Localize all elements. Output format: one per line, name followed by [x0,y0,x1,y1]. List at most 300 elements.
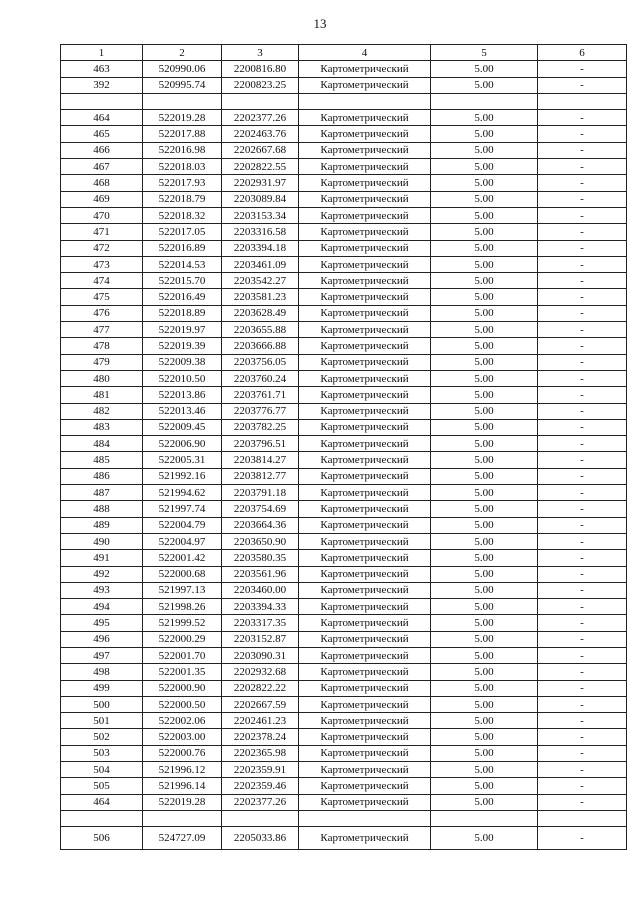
y-coordinate-cell: 2203394.33 [222,599,299,615]
method-cell [299,93,431,109]
x-coordinate-cell: 522002.06 [143,713,222,729]
x-coordinate-cell: 522003.00 [143,729,222,745]
table-row [61,159,627,175]
accuracy-cell: 5.00 [431,159,538,175]
accuracy-cell: 5.00 [431,175,538,191]
method-cell: Картометрический [299,403,431,419]
point-number-cell: 465 [61,126,143,142]
table-row [61,322,627,338]
note-cell: - [538,77,627,93]
accuracy-cell: 5.00 [431,240,538,256]
x-coordinate-cell: 522010.50 [143,370,222,386]
y-coordinate-cell: 2203761.71 [222,387,299,403]
note-cell: - [538,533,627,549]
point-number-cell: 503 [61,745,143,761]
point-number-cell: 504 [61,762,143,778]
accuracy-cell: 5.00 [431,452,538,468]
y-coordinate-cell: 2203666.88 [222,338,299,354]
point-number-cell: 464 [61,110,143,126]
y-coordinate-cell: 2203153.34 [222,207,299,223]
table-row [61,240,627,256]
table-row [61,729,627,745]
point-number-cell: 467 [61,159,143,175]
point-number-cell: 472 [61,240,143,256]
method-cell: Картометрический [299,729,431,745]
method-cell: Картометрический [299,370,431,386]
note-cell: - [538,289,627,305]
note-cell: - [538,631,627,647]
x-coordinate-cell: 521997.74 [143,501,222,517]
point-number-cell: 498 [61,664,143,680]
point-number-cell: 463 [61,61,143,77]
x-coordinate-cell: 522019.39 [143,338,222,354]
accuracy-cell: 5.00 [431,419,538,435]
note-cell: - [538,566,627,582]
method-cell: Картометрический [299,794,431,810]
method-cell: Картометрический [299,533,431,549]
table-row [61,745,627,761]
accuracy-cell: 5.00 [431,191,538,207]
accuracy-cell: 5.00 [431,762,538,778]
y-coordinate-cell: 2202377.26 [222,110,299,126]
y-coordinate-cell: 2203394.18 [222,240,299,256]
note-cell: - [538,207,627,223]
method-cell: Картометрический [299,436,431,452]
table-row [61,77,627,93]
y-coordinate-cell: 2203782.25 [222,419,299,435]
table-row [61,419,627,435]
x-coordinate-cell: 522015.70 [143,273,222,289]
x-coordinate-cell: 522009.38 [143,354,222,370]
accuracy-cell: 5.00 [431,354,538,370]
accuracy-cell: 5.00 [431,745,538,761]
x-coordinate-cell [143,93,222,109]
table-row [61,664,627,680]
accuracy-cell: 5.00 [431,370,538,386]
y-coordinate-cell: 2202667.68 [222,142,299,158]
accuracy-cell: 5.00 [431,289,538,305]
x-coordinate-cell: 522019.97 [143,322,222,338]
table-row [61,485,627,501]
y-coordinate-cell: 2203317.35 [222,615,299,631]
method-cell: Картометрический [299,615,431,631]
method-cell: Картометрический [299,61,431,77]
note-cell: - [538,550,627,566]
y-coordinate-cell [222,93,299,109]
x-coordinate-cell: 522016.49 [143,289,222,305]
point-number-cell: 496 [61,631,143,647]
method-cell: Картометрический [299,419,431,435]
x-coordinate-cell: 524727.09 [143,827,222,850]
accuracy-cell: 5.00 [431,517,538,533]
x-coordinate-cell: 522000.90 [143,680,222,696]
note-cell: - [538,240,627,256]
y-coordinate-cell: 2203628.49 [222,305,299,321]
y-coordinate-cell: 2203796.51 [222,436,299,452]
point-number-cell: 490 [61,533,143,549]
point-number-cell: 474 [61,273,143,289]
method-cell: Картометрический [299,550,431,566]
y-coordinate-cell: 2202822.22 [222,680,299,696]
method-cell: Картометрический [299,696,431,712]
point-number-cell: 482 [61,403,143,419]
x-coordinate-cell: 522019.28 [143,794,222,810]
accuracy-cell: 5.00 [431,207,538,223]
point-number-cell: 466 [61,142,143,158]
x-coordinate-cell: 521998.26 [143,599,222,615]
method-cell: Картометрический [299,305,431,321]
table-row [61,582,627,598]
table-row [61,387,627,403]
point-number-cell: 500 [61,696,143,712]
x-coordinate-cell: 522001.70 [143,647,222,663]
x-coordinate-cell: 522013.46 [143,403,222,419]
table-row [61,256,627,272]
y-coordinate-cell: 2200816.80 [222,61,299,77]
point-number-cell: 492 [61,566,143,582]
accuracy-cell: 5.00 [431,338,538,354]
x-coordinate-cell: 522004.79 [143,517,222,533]
table-row [61,827,627,850]
table-row [61,631,627,647]
note-cell: - [538,142,627,158]
point-number-cell: 471 [61,224,143,240]
note-cell: - [538,354,627,370]
note-cell: - [538,273,627,289]
y-coordinate-cell: 2203089.84 [222,191,299,207]
x-coordinate-cell: 521997.13 [143,582,222,598]
x-coordinate-cell: 522018.03 [143,159,222,175]
method-cell: Картометрический [299,207,431,223]
method-cell: Картометрический [299,452,431,468]
point-number-cell: 485 [61,452,143,468]
point-number-cell: 468 [61,175,143,191]
x-coordinate-cell: 522014.53 [143,256,222,272]
method-cell: Картометрический [299,159,431,175]
note-cell: - [538,403,627,419]
note-cell: - [538,159,627,175]
point-number-cell: 491 [61,550,143,566]
accuracy-cell: 5.00 [431,485,538,501]
point-number-cell: 479 [61,354,143,370]
table-row [61,142,627,158]
accuracy-cell: 5.00 [431,436,538,452]
note-cell: - [538,762,627,778]
point-number-cell: 480 [61,370,143,386]
note-cell: - [538,436,627,452]
note-cell [538,810,627,826]
accuracy-cell: 5.00 [431,680,538,696]
x-coordinate-cell: 522005.31 [143,452,222,468]
note-cell: - [538,224,627,240]
point-number-cell: 483 [61,419,143,435]
note-cell: - [538,191,627,207]
y-coordinate-cell: 2202378.24 [222,729,299,745]
accuracy-cell: 5.00 [431,224,538,240]
x-coordinate-cell: 522000.50 [143,696,222,712]
note-cell: - [538,126,627,142]
point-number-cell [61,810,143,826]
note-cell: - [538,110,627,126]
method-cell: Картометрический [299,468,431,484]
accuracy-cell [431,93,538,109]
y-coordinate-cell: 2202667.59 [222,696,299,712]
table-row [61,175,627,191]
y-coordinate-cell: 2202359.46 [222,778,299,794]
note-cell: - [538,647,627,663]
point-number-cell: 487 [61,485,143,501]
y-coordinate-cell: 2203754.69 [222,501,299,517]
note-cell: - [538,322,627,338]
table-row [61,403,627,419]
y-coordinate-cell: 2203561.96 [222,566,299,582]
x-coordinate-cell: 522001.35 [143,664,222,680]
method-cell: Картометрический [299,354,431,370]
table-row [61,566,627,582]
point-number-cell: 484 [61,436,143,452]
point-number-cell: 486 [61,468,143,484]
table-row [61,207,627,223]
table-row [61,550,627,566]
column-header-4: 4 [299,45,431,61]
point-number-cell: 501 [61,713,143,729]
table-row [61,647,627,663]
note-cell: - [538,338,627,354]
note-cell: - [538,452,627,468]
table-row [61,615,627,631]
point-number-cell: 493 [61,582,143,598]
method-cell: Картометрический [299,175,431,191]
y-coordinate-cell: 2203664.36 [222,517,299,533]
accuracy-cell: 5.00 [431,273,538,289]
y-coordinate-cell: 2202822.55 [222,159,299,175]
method-cell [299,810,431,826]
accuracy-cell [431,810,538,826]
y-coordinate-cell: 2203776.77 [222,403,299,419]
x-coordinate-cell: 521996.14 [143,778,222,794]
point-number-cell: 488 [61,501,143,517]
table-row [61,338,627,354]
note-cell: - [538,599,627,615]
method-cell: Картометрический [299,778,431,794]
accuracy-cell: 5.00 [431,794,538,810]
method-cell: Картометрический [299,387,431,403]
x-coordinate-cell: 522018.89 [143,305,222,321]
point-number-cell: 505 [61,778,143,794]
x-coordinate-cell: 522018.32 [143,207,222,223]
accuracy-cell: 5.00 [431,631,538,647]
method-cell: Картометрический [299,289,431,305]
x-coordinate-cell: 522000.68 [143,566,222,582]
accuracy-cell: 5.00 [431,647,538,663]
point-number-cell: 478 [61,338,143,354]
method-cell: Картометрический [299,517,431,533]
note-cell: - [538,729,627,745]
column-header-1: 1 [61,45,143,61]
method-cell: Картометрический [299,77,431,93]
y-coordinate-cell: 2205033.86 [222,827,299,850]
point-number-cell: 470 [61,207,143,223]
note-cell: - [538,468,627,484]
y-coordinate-cell: 2203756.05 [222,354,299,370]
accuracy-cell: 5.00 [431,615,538,631]
column-header-5: 5 [431,45,538,61]
method-cell: Картометрический [299,322,431,338]
note-cell: - [538,827,627,850]
x-coordinate-cell: 522004.97 [143,533,222,549]
method-cell: Картометрический [299,631,431,647]
note-cell: - [538,305,627,321]
x-coordinate-cell: 522017.88 [143,126,222,142]
table-row [61,191,627,207]
note-cell: - [538,778,627,794]
x-coordinate-cell: 522000.29 [143,631,222,647]
note-cell [538,93,627,109]
x-coordinate-cell: 522013.86 [143,387,222,403]
table-header-row [61,45,627,61]
y-coordinate-cell: 2202463.76 [222,126,299,142]
y-coordinate-cell: 2203791.18 [222,485,299,501]
point-number-cell: 489 [61,517,143,533]
blank-separator-row [61,93,627,109]
x-coordinate-cell: 522016.89 [143,240,222,256]
coordinates-table [60,44,627,850]
x-coordinate-cell: 520995.74 [143,77,222,93]
table-row [61,370,627,386]
y-coordinate-cell: 2203580.35 [222,550,299,566]
accuracy-cell: 5.00 [431,729,538,745]
method-cell: Картометрический [299,240,431,256]
y-coordinate-cell: 2202931.97 [222,175,299,191]
method-cell: Картометрический [299,256,431,272]
accuracy-cell: 5.00 [431,713,538,729]
table-row [61,778,627,794]
y-coordinate-cell: 2203152.87 [222,631,299,647]
y-coordinate-cell: 2200823.25 [222,77,299,93]
note-cell: - [538,256,627,272]
method-cell: Картометрический [299,713,431,729]
table-row [61,794,627,810]
table-row [61,224,627,240]
note-cell: - [538,696,627,712]
point-number-cell: 477 [61,322,143,338]
point-number-cell: 506 [61,827,143,850]
accuracy-cell: 5.00 [431,566,538,582]
table-row [61,517,627,533]
method-cell: Картометрический [299,664,431,680]
point-number-cell: 392 [61,77,143,93]
note-cell: - [538,175,627,191]
y-coordinate-cell: 2203655.88 [222,322,299,338]
table-row [61,501,627,517]
x-coordinate-cell: 521999.52 [143,615,222,631]
y-coordinate-cell: 2202461.23 [222,713,299,729]
table-row [61,273,627,289]
point-number-cell: 476 [61,305,143,321]
point-number-cell: 495 [61,615,143,631]
note-cell: - [538,517,627,533]
accuracy-cell: 5.00 [431,61,538,77]
x-coordinate-cell: 522016.98 [143,142,222,158]
point-number-cell: 497 [61,647,143,663]
accuracy-cell: 5.00 [431,696,538,712]
table-row [61,599,627,615]
y-coordinate-cell: 2203461.09 [222,256,299,272]
note-cell: - [538,713,627,729]
accuracy-cell: 5.00 [431,827,538,850]
accuracy-cell: 5.00 [431,533,538,549]
accuracy-cell: 5.00 [431,550,538,566]
note-cell: - [538,370,627,386]
table-row [61,680,627,696]
point-number-cell: 475 [61,289,143,305]
table-row [61,468,627,484]
method-cell: Картометрический [299,762,431,778]
point-number-cell [61,93,143,109]
note-cell: - [538,664,627,680]
y-coordinate-cell: 2203650.90 [222,533,299,549]
x-coordinate-cell: 521996.12 [143,762,222,778]
accuracy-cell: 5.00 [431,501,538,517]
method-cell: Картометрический [299,273,431,289]
x-coordinate-cell: 522017.05 [143,224,222,240]
method-cell: Картометрический [299,827,431,850]
table-row [61,61,627,77]
x-coordinate-cell: 521992.16 [143,468,222,484]
point-number-cell: 473 [61,256,143,272]
method-cell: Картометрический [299,224,431,240]
x-coordinate-cell: 520990.06 [143,61,222,77]
note-cell: - [538,794,627,810]
accuracy-cell: 5.00 [431,77,538,93]
accuracy-cell: 5.00 [431,778,538,794]
y-coordinate-cell: 2203760.24 [222,370,299,386]
accuracy-cell: 5.00 [431,256,538,272]
point-number-cell: 464 [61,794,143,810]
method-cell: Картометрический [299,110,431,126]
y-coordinate-cell: 2202377.26 [222,794,299,810]
y-coordinate-cell: 2203460.00 [222,582,299,598]
point-number-cell: 469 [61,191,143,207]
table-row [61,696,627,712]
note-cell: - [538,61,627,77]
note-cell: - [538,485,627,501]
table-row [61,126,627,142]
y-coordinate-cell [222,810,299,826]
y-coordinate-cell: 2203316.58 [222,224,299,240]
x-coordinate-cell: 522006.90 [143,436,222,452]
x-coordinate-cell: 522001.42 [143,550,222,566]
accuracy-cell: 5.00 [431,468,538,484]
x-coordinate-cell [143,810,222,826]
method-cell: Картометрический [299,191,431,207]
method-cell: Картометрический [299,566,431,582]
y-coordinate-cell: 2203090.31 [222,647,299,663]
table-row [61,436,627,452]
accuracy-cell: 5.00 [431,599,538,615]
method-cell: Картометрический [299,338,431,354]
accuracy-cell: 5.00 [431,126,538,142]
column-header-6: 6 [538,45,627,61]
table-body [61,61,627,850]
column-header-2: 2 [143,45,222,61]
point-number-cell: 499 [61,680,143,696]
method-cell: Картометрический [299,501,431,517]
point-number-cell: 502 [61,729,143,745]
table-row [61,452,627,468]
y-coordinate-cell: 2203542.27 [222,273,299,289]
table-row [61,713,627,729]
